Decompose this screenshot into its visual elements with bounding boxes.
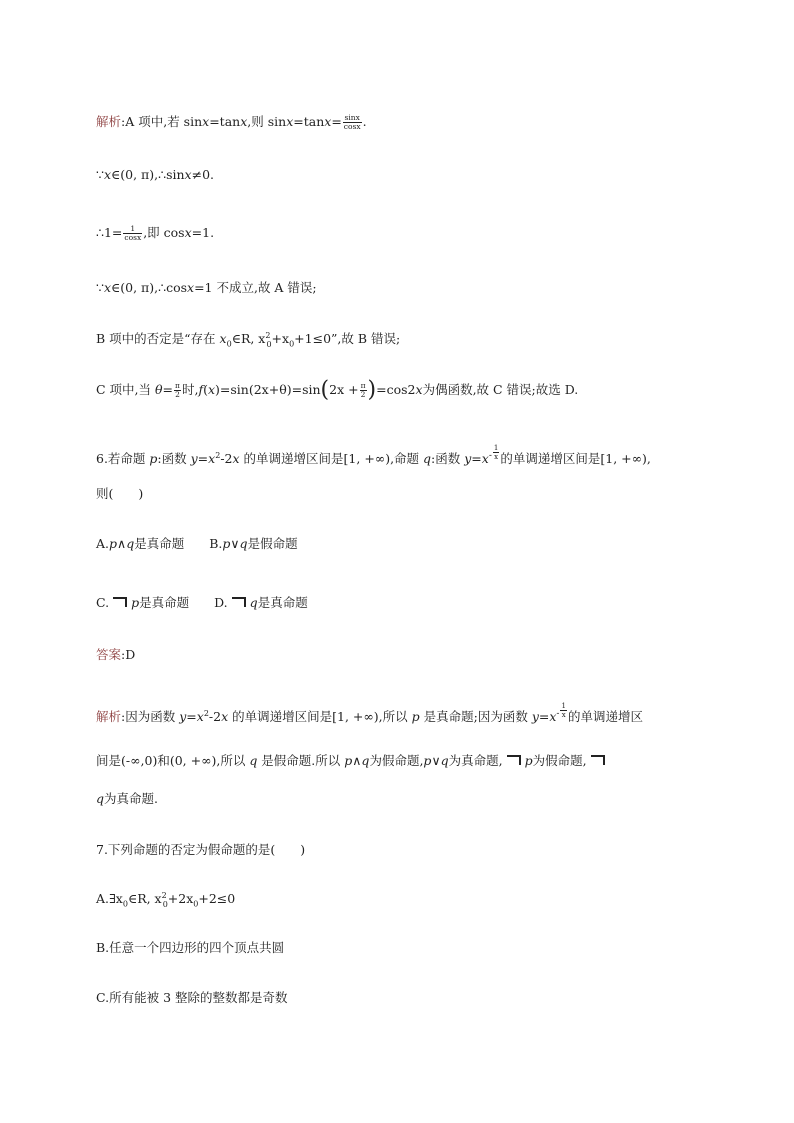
fraction: $\frac{1}{x}$ [561,702,566,719]
analysis-label: 解析 [96,709,122,724]
answer-value: :D [121,647,136,662]
analysis-line-6: C 项中,当 θ= $\frac{\pi}{2}$ 时,f(x)=sin(2x+θ)=sin(2x + $\frac{\pi}{2}$ )=cos2x为偶函数,故 C 错误;故选 D. [96,377,579,403]
analysis-label: 解析 [96,114,122,129]
analysis-line-2: ∵x∈(0, π),∴sinx≠0. [96,167,214,182]
fraction: $\frac{\pi}{2}$ [360,381,366,399]
question-6-stem: 6.若命题 p:函数 $y=x^2-2x$ 的单调递增区间是[1, +∞),命题 q:函数 y=x- $\frac{1}{x}$ 的单调递增区间是[1, +∞), [96,444,651,466]
explanation-line-2: 间是(-∞,0)和(0, +∞),所以 q 是假命题.所以 p∧q为假命题,p∨q为真命题, p为假命题, [96,752,609,770]
explanation-line-1: 解析:因为函数 $y=x^2-2x$ 的单调递增区间是[1, +∞),所以 p 是真命题;因为函数 y=x- $\frac{1}{x}$ 的单调递增区 [96,702,643,724]
analysis-line-4: ∵x∈(0, π),∴cosx=1 不成立,故 A 错误; [96,280,317,295]
analysis-line-1: 解析:A 项中,若 sinx=tanx,则 sinx=tanx= $\frac{\sin x}{\cos x}$ . [96,113,367,131]
answer-label: 答案 [96,647,122,662]
question-6-options-cd: C. p是真命题 D. q是真命题 [96,595,308,610]
question-7-option-b: B.任意一个四边形的四个顶点共圆 [96,940,285,955]
question-7-option-c: C.所有能被 3 整除的整数都是奇数 [96,990,288,1005]
analysis-line-5: B 项中的否定是“存在 $x_0\in R$, $x^2_0+x_0+1\le 0$”,故 B 错误; [96,330,401,349]
explanation-line-3: q为真命题. [96,791,158,806]
fraction: $\frac{1}{x}$ [493,444,499,461]
question-7-stem: 7.下列命题的否定为假命题的是( ) [96,842,306,857]
analysis-line-3: ∴1= $\frac{1}{\cos x}$ ,即 cosx=1. [96,224,215,242]
negation-symbol-icon [112,596,128,608]
fraction: $\frac{1}{\cos x}$ [124,224,142,242]
fraction: $\frac{\pi}{2}$ [175,381,180,399]
question-6-stem-line-2: 则( ) [96,486,144,501]
question-6-options-ab: A.p∧q是真命题 B.p∨q是假命题 [96,536,298,551]
negation-symbol-icon [231,596,247,608]
negation-symbol-icon [590,754,606,766]
answer-line [96,646,135,664]
question-7-option-a: $A.\exists x_0\in R$, $x^2_0+2x_0+2\le 0$ [96,890,236,909]
fraction: $\frac{\sin x}{\cos x}$ [343,113,361,131]
negation-symbol-icon [506,754,522,766]
